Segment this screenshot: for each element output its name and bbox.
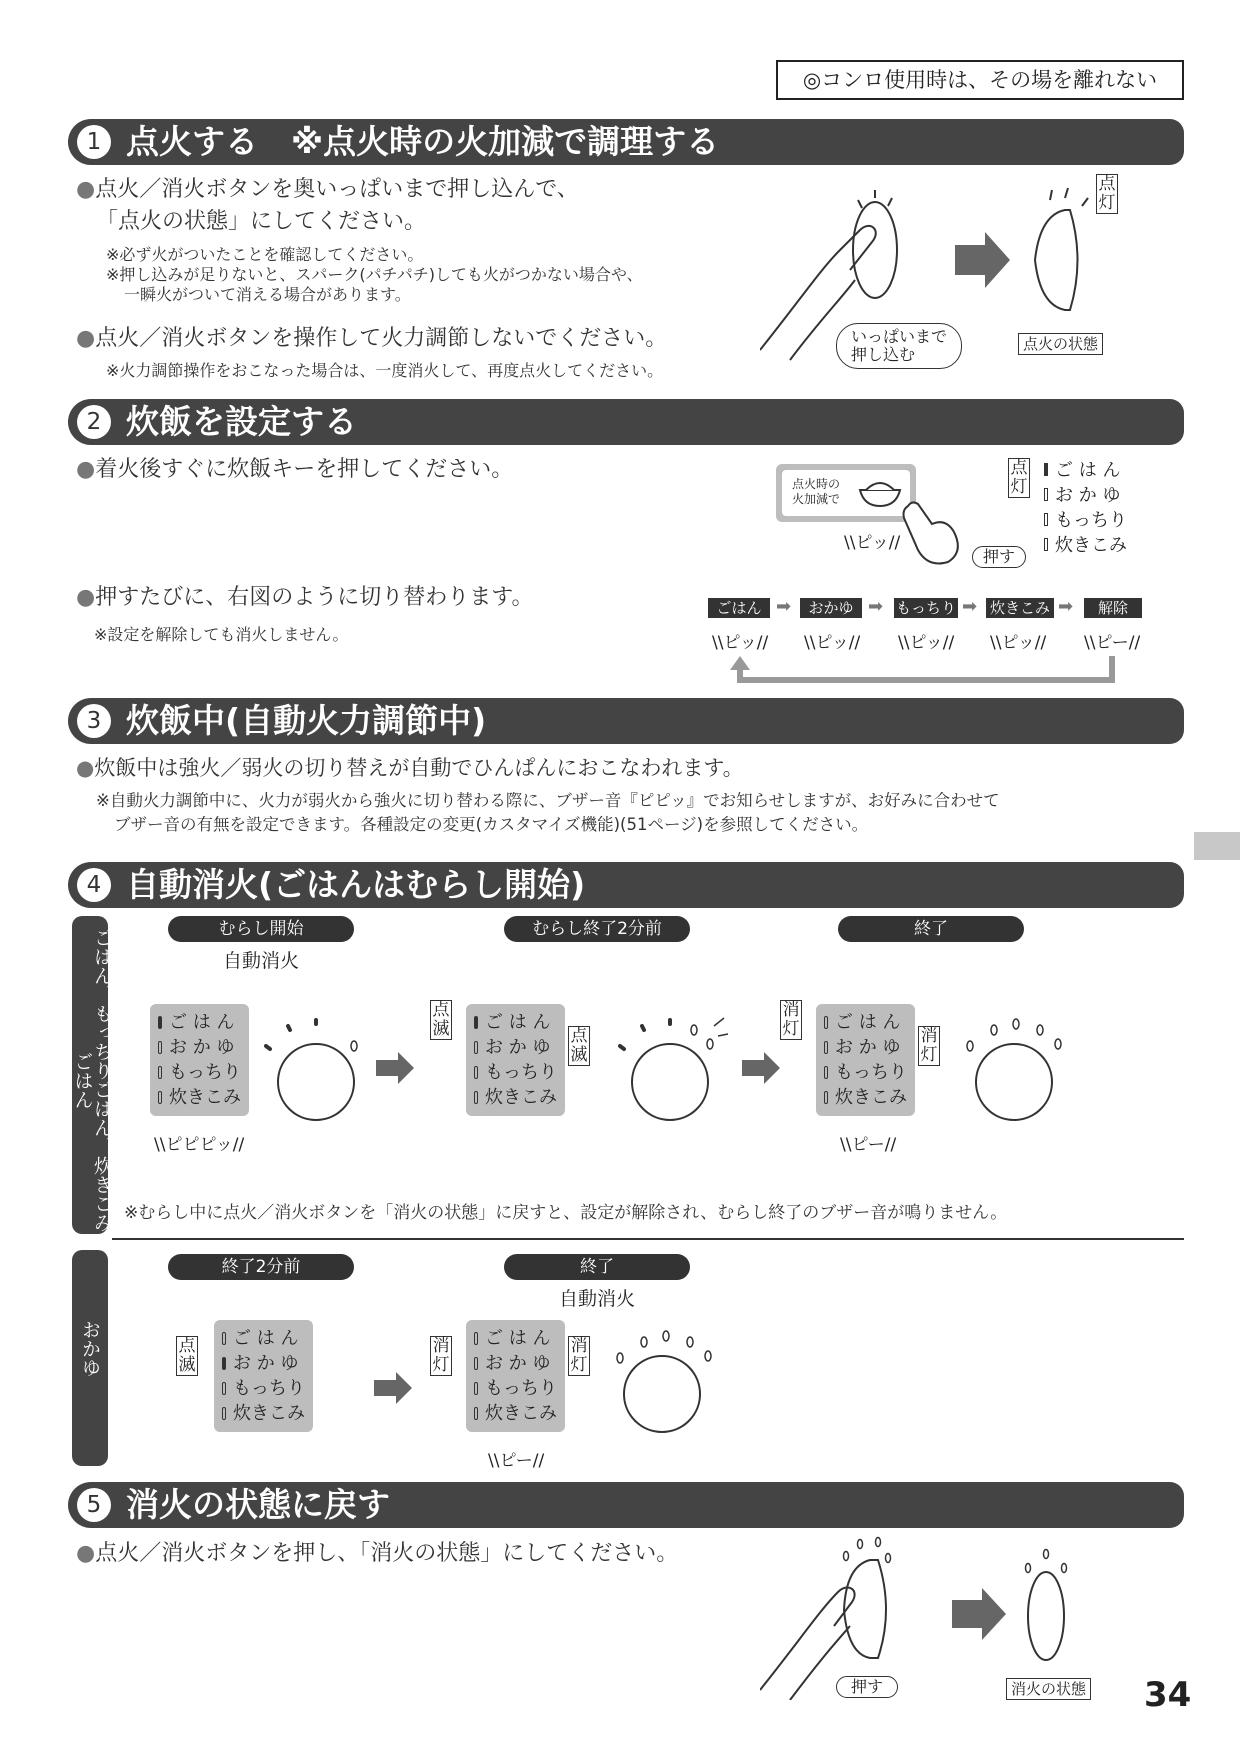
s1-paragraph-1b: 「点火の状態」にしてください。	[96, 209, 427, 234]
seq-beep: \\ピッ//	[898, 633, 955, 653]
s1-note-2: ※押し込みが足りないと、スパーク(パチパチ)しても火がつかない場合や、	[106, 265, 643, 284]
arrow-right-icon	[955, 232, 1010, 288]
status-panel-2	[466, 1004, 565, 1116]
arrow-right-icon: ➡	[868, 596, 884, 617]
rice-bowl-icon[interactable]	[856, 474, 904, 512]
burner-knob-1	[256, 1016, 368, 1126]
s4-note: ※むらし中に点火／消火ボタンを「消火の状態」に戻すと、設定が解除され、むらし終了のブザー音が鳴りません。	[124, 1203, 1008, 1223]
menu-item: もっちり	[158, 1060, 241, 1085]
side-index-tab	[1194, 832, 1240, 860]
tab-rice-modes: ごはん、もっちりごはん、炊きこみごはん	[72, 916, 108, 1234]
menu-item: お か ゆ	[222, 1351, 305, 1376]
menu-item: もっちり	[222, 1376, 305, 1401]
menu-item: お か ゆ	[1044, 483, 1127, 508]
s2-beep: \\ピッ//	[844, 533, 901, 553]
blink-label: 点滅	[430, 1000, 452, 1040]
push-in-label: いっぱいまで 押し込む	[836, 323, 962, 369]
menu-item: ご は ん	[222, 1326, 305, 1351]
s1-note-1: ※必ず火がついたことを確認してください。	[106, 245, 424, 264]
menu-item: ご は ん	[474, 1010, 557, 1035]
s3-note-1: ※自動火力調節中に、火力が弱火から強火に切り替わる際に、ブザー音『ピピッ』でお知らせしますが、お好みに合わせて	[96, 791, 1000, 810]
menu-item: ご は ん	[824, 1010, 907, 1035]
seq-porridge: おかゆ	[800, 598, 862, 618]
status-panel-3	[816, 1004, 915, 1116]
section-4-header	[68, 862, 1184, 908]
s1-paragraph-2: ●点火／消火ボタンを操作して火力調節しないでください。	[76, 326, 668, 351]
extinguish-illustration	[760, 1530, 1100, 1700]
notice-box: ◎コンロ使用時は、その場を離れない	[776, 60, 1184, 100]
menu-item: もっちり	[474, 1060, 557, 1085]
seq-beep: \\ピッ//	[990, 633, 1047, 653]
porridge-panel-2	[466, 1320, 565, 1432]
off-label: 消灯	[780, 1000, 802, 1040]
section-1-header	[68, 119, 1184, 165]
arrow-right-icon: ➡	[962, 596, 978, 617]
seq-takikomi: 炊きこみ	[986, 598, 1054, 618]
ignition-state-label: 点火の状態	[1018, 333, 1103, 355]
section-5-header	[68, 1482, 1184, 1528]
rice-key-caption: 点火時の 火加減で	[792, 477, 841, 506]
porridge-panel-1	[214, 1320, 313, 1432]
menu-item: ご は ん	[474, 1326, 557, 1351]
menu-item: 炊きこみ	[158, 1085, 241, 1110]
section-3-number: 3	[77, 704, 111, 738]
menu-item: お か ゆ	[824, 1035, 907, 1060]
stage-steaming-start: むらし開始	[168, 916, 354, 942]
menu-item: もっちり	[1044, 508, 1127, 533]
s2-paragraph-2: ●押すたびに、右図のように切り替わります。	[76, 585, 534, 610]
seq-beep: \\ピッ//	[804, 633, 861, 653]
status-panel-1	[150, 1004, 249, 1116]
section-5-number: 5	[77, 1488, 111, 1522]
section-4-number: 4	[77, 868, 111, 902]
section-3-title: 炊飯中(自動火力調節中)	[126, 701, 487, 740]
porridge-stage-2min: 終了2分前	[168, 1254, 354, 1280]
arrow-right-icon	[952, 1588, 1006, 1640]
blink-label: 点滅	[568, 1026, 590, 1066]
porridge-stage-end: 終了	[504, 1254, 690, 1280]
arrow-right-icon: ➡	[776, 596, 792, 617]
stage-auto-off-label: 自動消火	[222, 950, 299, 972]
off-label: 消灯	[918, 1026, 940, 1066]
beep-pipipi: \\ピピピッ//	[154, 1135, 245, 1155]
section-1-title: 点火する ※点火時の火加減で調理する	[126, 122, 720, 161]
arrow-right-icon	[742, 1052, 782, 1084]
lit-indicator-label: 点灯	[1096, 174, 1118, 214]
menu-item: ご は ん	[1044, 458, 1127, 483]
s2-menu-list	[1044, 458, 1127, 558]
menu-item: 炊きこみ	[824, 1085, 907, 1110]
knob-lit-graphic	[1035, 210, 1078, 310]
menu-item: ご は ん	[158, 1010, 241, 1035]
stage-end: 終了	[838, 916, 1024, 942]
s1-note-4: ※火力調節操作をおこなった場合は、一度消火して、再度点火してください。	[106, 361, 664, 380]
burner-knob-2	[610, 1016, 730, 1126]
s5-push-label: 押す	[836, 1676, 898, 1698]
off-label: 消灯	[430, 1336, 452, 1376]
section-4-title: 自動消火(ごはんはむらし開始)	[126, 865, 586, 904]
s1-note-3: 一瞬火がついて消える場合があります。	[124, 285, 411, 304]
beep-pi: \\ピー//	[840, 1135, 897, 1155]
section-2-title: 炊飯を設定する	[126, 402, 357, 441]
rice-cook-key-panel	[776, 464, 916, 522]
porridge-beep: \\ピー//	[488, 1451, 545, 1471]
blink-label: 点滅	[176, 1336, 198, 1376]
section-1-number: 1	[77, 125, 111, 159]
extinguish-state-label: 消火の状態	[1006, 1678, 1091, 1700]
page-number: 34	[1144, 1675, 1192, 1715]
menu-item: お か ゆ	[474, 1035, 557, 1060]
seq-beep: \\ピッ//	[712, 633, 769, 653]
loop-back-arrow	[720, 654, 1120, 688]
porridge-auto-off-label: 自動消火	[558, 1288, 635, 1310]
menu-item: 炊きこみ	[222, 1401, 305, 1426]
menu-item: お か ゆ	[474, 1351, 557, 1376]
section-3-header	[68, 698, 1184, 744]
s3-paragraph-1: ●炊飯中は強火／弱火の切り替えが自動でひんぱんにおこなわれます。	[76, 756, 744, 780]
s1-paragraph-1a: ●点火／消火ボタンを奥いっぱいまで押し込んで、	[76, 177, 579, 202]
section-5-title: 消火の状態に戻す	[126, 1485, 390, 1524]
s2-note-1: ※設定を解除しても消火しません。	[94, 625, 349, 644]
burner-knob-3	[954, 1016, 1074, 1126]
pressing-hand-icon	[898, 496, 968, 568]
menu-item: もっちり	[474, 1376, 557, 1401]
s2-lit-label: 点灯	[1008, 458, 1030, 498]
stage-2min-before: むらし終了2分前	[504, 916, 690, 942]
seq-cancel: 解除	[1084, 598, 1142, 618]
tab-porridge: おかゆ	[72, 1250, 108, 1466]
arrow-right-icon	[374, 1372, 414, 1404]
menu-item: 炊きこみ	[1044, 533, 1127, 558]
seq-mochiri: もっちり	[895, 599, 956, 617]
spark-marks	[858, 190, 892, 208]
menu-item: もっちり	[824, 1060, 907, 1085]
section-2-number: 2	[77, 405, 111, 439]
divider	[112, 1238, 1184, 1240]
porridge-burner-knob	[604, 1328, 724, 1438]
section-2-header	[68, 399, 1184, 445]
arrow-right-icon	[376, 1052, 416, 1084]
menu-item: 炊きこみ	[474, 1085, 557, 1110]
s3-note-2: ブザー音の有無を設定できます。各種設定の変更(カスタマイズ機能)(51ページ)を参照してください。	[114, 815, 869, 834]
seq-beep: \\ピー//	[1084, 633, 1141, 653]
menu-item: 炊きこみ	[474, 1401, 557, 1426]
s5-paragraph-1: ●点火／消火ボタンを押し、「消火の状態」にしてください。	[76, 1541, 679, 1566]
s2-push-label: 押す	[972, 546, 1026, 568]
s2-paragraph-1: ●着火後すぐに炊飯キーを押してください。	[76, 457, 514, 482]
arrow-right-icon: ➡	[1058, 596, 1074, 617]
seq-rice: ごはん	[708, 598, 770, 618]
off-label: 消灯	[568, 1336, 590, 1376]
menu-item: お か ゆ	[158, 1035, 241, 1060]
